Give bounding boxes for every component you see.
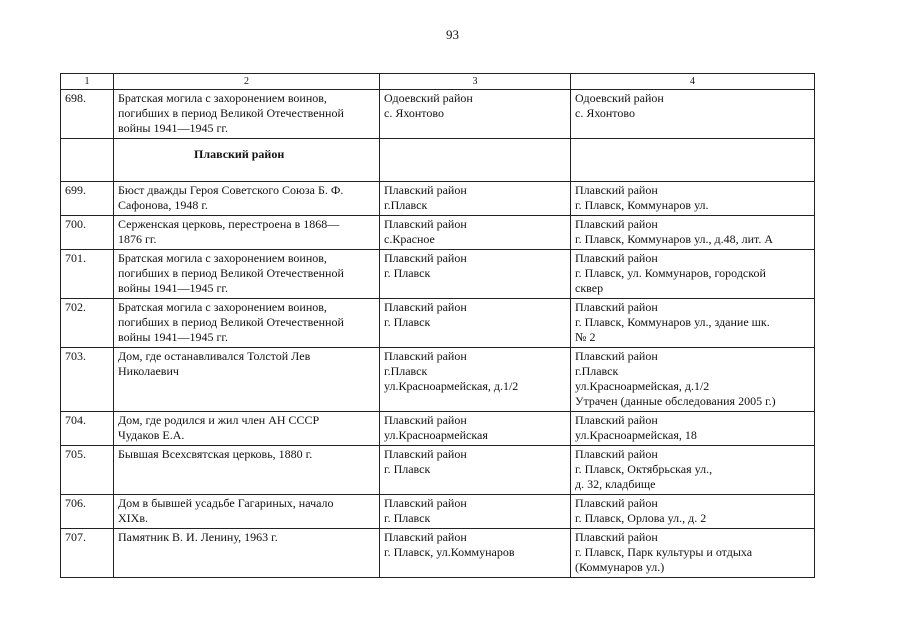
object-name-cell	[114, 299, 380, 348]
district-cell-line: Плавский район	[384, 300, 467, 314]
district-cell-line: с.Красное	[384, 232, 435, 246]
district-cell-line: г. Плавск	[384, 266, 431, 280]
district-cell-line: г. Плавск, ул.Коммунаров	[384, 545, 515, 559]
object-name-cell-line: Серженская церковь, перестроена в 1868—	[118, 217, 340, 231]
address-cell-line: г. Плавск, Октябрьская ул.,	[575, 462, 713, 476]
address-cell	[571, 182, 815, 216]
address-cell-line: Плавский район	[575, 251, 658, 265]
district-cell	[380, 495, 571, 529]
section-title: Плавский район	[114, 139, 380, 182]
district-cell	[380, 182, 571, 216]
address-cell	[571, 446, 815, 495]
district-cell	[380, 299, 571, 348]
address-cell-line: ул.Красноармейская, д.1/2	[575, 379, 710, 393]
address-cell-line: Плавский район	[575, 183, 658, 197]
address-cell	[571, 412, 815, 446]
row-number: 702.	[61, 299, 114, 348]
row-number: 706.	[61, 495, 114, 529]
monuments-table	[60, 73, 815, 578]
object-name-cell-line: Николаевич	[118, 364, 179, 378]
address-cell	[571, 250, 815, 299]
address-cell	[571, 348, 815, 412]
table-row	[61, 216, 815, 250]
object-name-cell-line: Братская могила с захоронением воинов,	[118, 300, 327, 314]
district-cell-line: Плавский район	[384, 530, 467, 544]
object-name-cell-line: погибших в период Великой Отечественной	[118, 266, 344, 280]
object-name-cell	[114, 216, 380, 250]
address-cell	[571, 299, 815, 348]
address-cell-line: Плавский район	[575, 447, 658, 461]
object-name-cell	[114, 90, 380, 139]
table-row	[61, 412, 815, 446]
district-cell-line: Плавский район	[384, 251, 467, 265]
object-name-cell	[114, 446, 380, 495]
page-number: 93	[446, 27, 459, 42]
row-number: 700.	[61, 216, 114, 250]
object-name-cell-line: войны 1941—1945 гг.	[118, 330, 228, 344]
district-cell-line: Плавский район	[384, 217, 467, 231]
row-number: 705.	[61, 446, 114, 495]
address-cell-line: г. Плавск, Орлова ул., д. 2	[575, 511, 707, 525]
district-cell	[380, 90, 571, 139]
table-header-row	[61, 74, 815, 90]
district-cell-line: с. Яхонтово	[384, 106, 444, 120]
object-name-cell-line: погибших в период Великой Отечественной	[118, 106, 344, 120]
section-empty-cell	[571, 139, 815, 182]
object-name-cell-line: Братская могила с захоронением воинов,	[118, 251, 327, 265]
section-empty-cell	[61, 139, 114, 182]
row-number: 703.	[61, 348, 114, 412]
district-cell	[380, 446, 571, 495]
object-name-cell	[114, 495, 380, 529]
table-row	[61, 348, 815, 412]
section-empty-cell	[380, 139, 571, 182]
object-name-cell-line: войны 1941—1945 гг.	[118, 121, 228, 135]
district-cell-line: г. Плавск	[384, 315, 431, 329]
table-row	[61, 495, 815, 529]
object-name-cell-line: Бывшая Всехсвятская церковь, 1880 г.	[118, 447, 313, 461]
district-cell-line: г. Плавск	[384, 511, 431, 525]
address-cell	[571, 529, 815, 578]
address-cell	[571, 216, 815, 250]
district-cell-line: Плавский район	[384, 183, 467, 197]
address-cell-line: Плавский район	[575, 217, 658, 231]
object-name-cell-line: погибших в период Великой Отечественной	[118, 315, 344, 329]
district-cell-line: Плавский район	[384, 496, 467, 510]
address-cell-line: д. 32, кладбище	[575, 477, 656, 491]
column-header-2: 2	[114, 74, 380, 90]
object-name-cell-line: Памятник В. И. Ленину, 1963 г.	[118, 530, 278, 544]
address-cell-line: Плавский район	[575, 530, 658, 544]
object-name-cell-line: Дом в бывшей усадьбе Гагариных, начало	[118, 496, 334, 510]
address-cell-line: Одоевский район	[575, 91, 664, 105]
address-cell-line: г.Плавск	[575, 364, 619, 378]
address-cell-line: Плавский район	[575, 300, 658, 314]
district-cell-line: Плавский район	[384, 349, 467, 363]
object-name-cell-line: Чудаков Е.А.	[118, 428, 185, 442]
table-row	[61, 529, 815, 578]
object-name-cell-line: Дом, где родился и жил член АН СССР	[118, 413, 320, 427]
address-cell-line: г. Плавск, ул. Коммунаров, городской	[575, 266, 766, 280]
address-cell-line: Плавский район	[575, 496, 658, 510]
object-name-cell	[114, 182, 380, 216]
address-cell-line: Плавский район	[575, 349, 658, 363]
address-cell-line: г. Плавск, Парк культуры и отдыха	[575, 545, 753, 559]
table-row	[61, 299, 815, 348]
address-cell-line: г. Плавск, Коммунаров ул., здание шк.	[575, 315, 770, 329]
column-header-3: 3	[380, 74, 571, 90]
district-cell-line: г. Плавск	[384, 462, 431, 476]
object-name-cell-line: Сафонова, 1948 г.	[118, 198, 208, 212]
object-name-cell-line: Братская могила с захоронением воинов,	[118, 91, 327, 105]
object-name-cell-line: XIXв.	[118, 511, 148, 525]
object-name-cell	[114, 412, 380, 446]
object-name-cell-line: 1876 гг.	[118, 232, 157, 246]
object-name-cell-line: Бюст дважды Героя Советского Союза Б. Ф.	[118, 183, 344, 197]
object-name-cell	[114, 348, 380, 412]
address-cell-line: (Коммунаров ул.)	[575, 560, 665, 574]
address-cell-line: сквер	[575, 281, 604, 295]
district-cell	[380, 412, 571, 446]
section-row	[61, 139, 815, 182]
district-cell-line: г.Плавск	[384, 198, 428, 212]
row-number: 699.	[61, 182, 114, 216]
table-row	[61, 182, 815, 216]
row-number: 701.	[61, 250, 114, 299]
table-row	[61, 250, 815, 299]
address-cell-line: № 2	[575, 330, 596, 344]
address-cell	[571, 90, 815, 139]
table-row	[61, 90, 815, 139]
row-number: 707.	[61, 529, 114, 578]
district-cell-line: Одоевский район	[384, 91, 473, 105]
district-cell-line: ул.Красноармейская, д.1/2	[384, 379, 519, 393]
district-cell	[380, 250, 571, 299]
address-cell-line: Плавский район	[575, 413, 658, 427]
district-cell-line: Плавский район	[384, 447, 467, 461]
address-cell-line: с. Яхонтово	[575, 106, 635, 120]
column-header-1: 1	[61, 74, 114, 90]
row-number: 704.	[61, 412, 114, 446]
address-cell-line: г. Плавск, Коммунаров ул.	[575, 198, 709, 212]
object-name-cell	[114, 250, 380, 299]
district-cell-line: ул.Красноармейская	[384, 428, 488, 442]
district-cell	[380, 216, 571, 250]
address-cell	[571, 495, 815, 529]
row-number: 698.	[61, 90, 114, 139]
address-cell-line: г. Плавск, Коммунаров ул., д.48, лит. А	[575, 232, 774, 246]
address-cell-line: Утрачен (данные обследования 2005 г.)	[575, 394, 776, 408]
table-row	[61, 446, 815, 495]
object-name-cell-line: войны 1941—1945 гг.	[118, 281, 228, 295]
address-cell-line: ул.Красноармейская, 18	[575, 428, 697, 442]
table-body	[61, 90, 815, 578]
object-name-cell-line: Дом, где останавливался Толстой Лев	[118, 349, 311, 363]
district-cell-line: г.Плавск	[384, 364, 428, 378]
district-cell-line: Плавский район	[384, 413, 467, 427]
object-name-cell	[114, 529, 380, 578]
column-header-4: 4	[571, 74, 815, 90]
district-cell	[380, 348, 571, 412]
district-cell	[380, 529, 571, 578]
